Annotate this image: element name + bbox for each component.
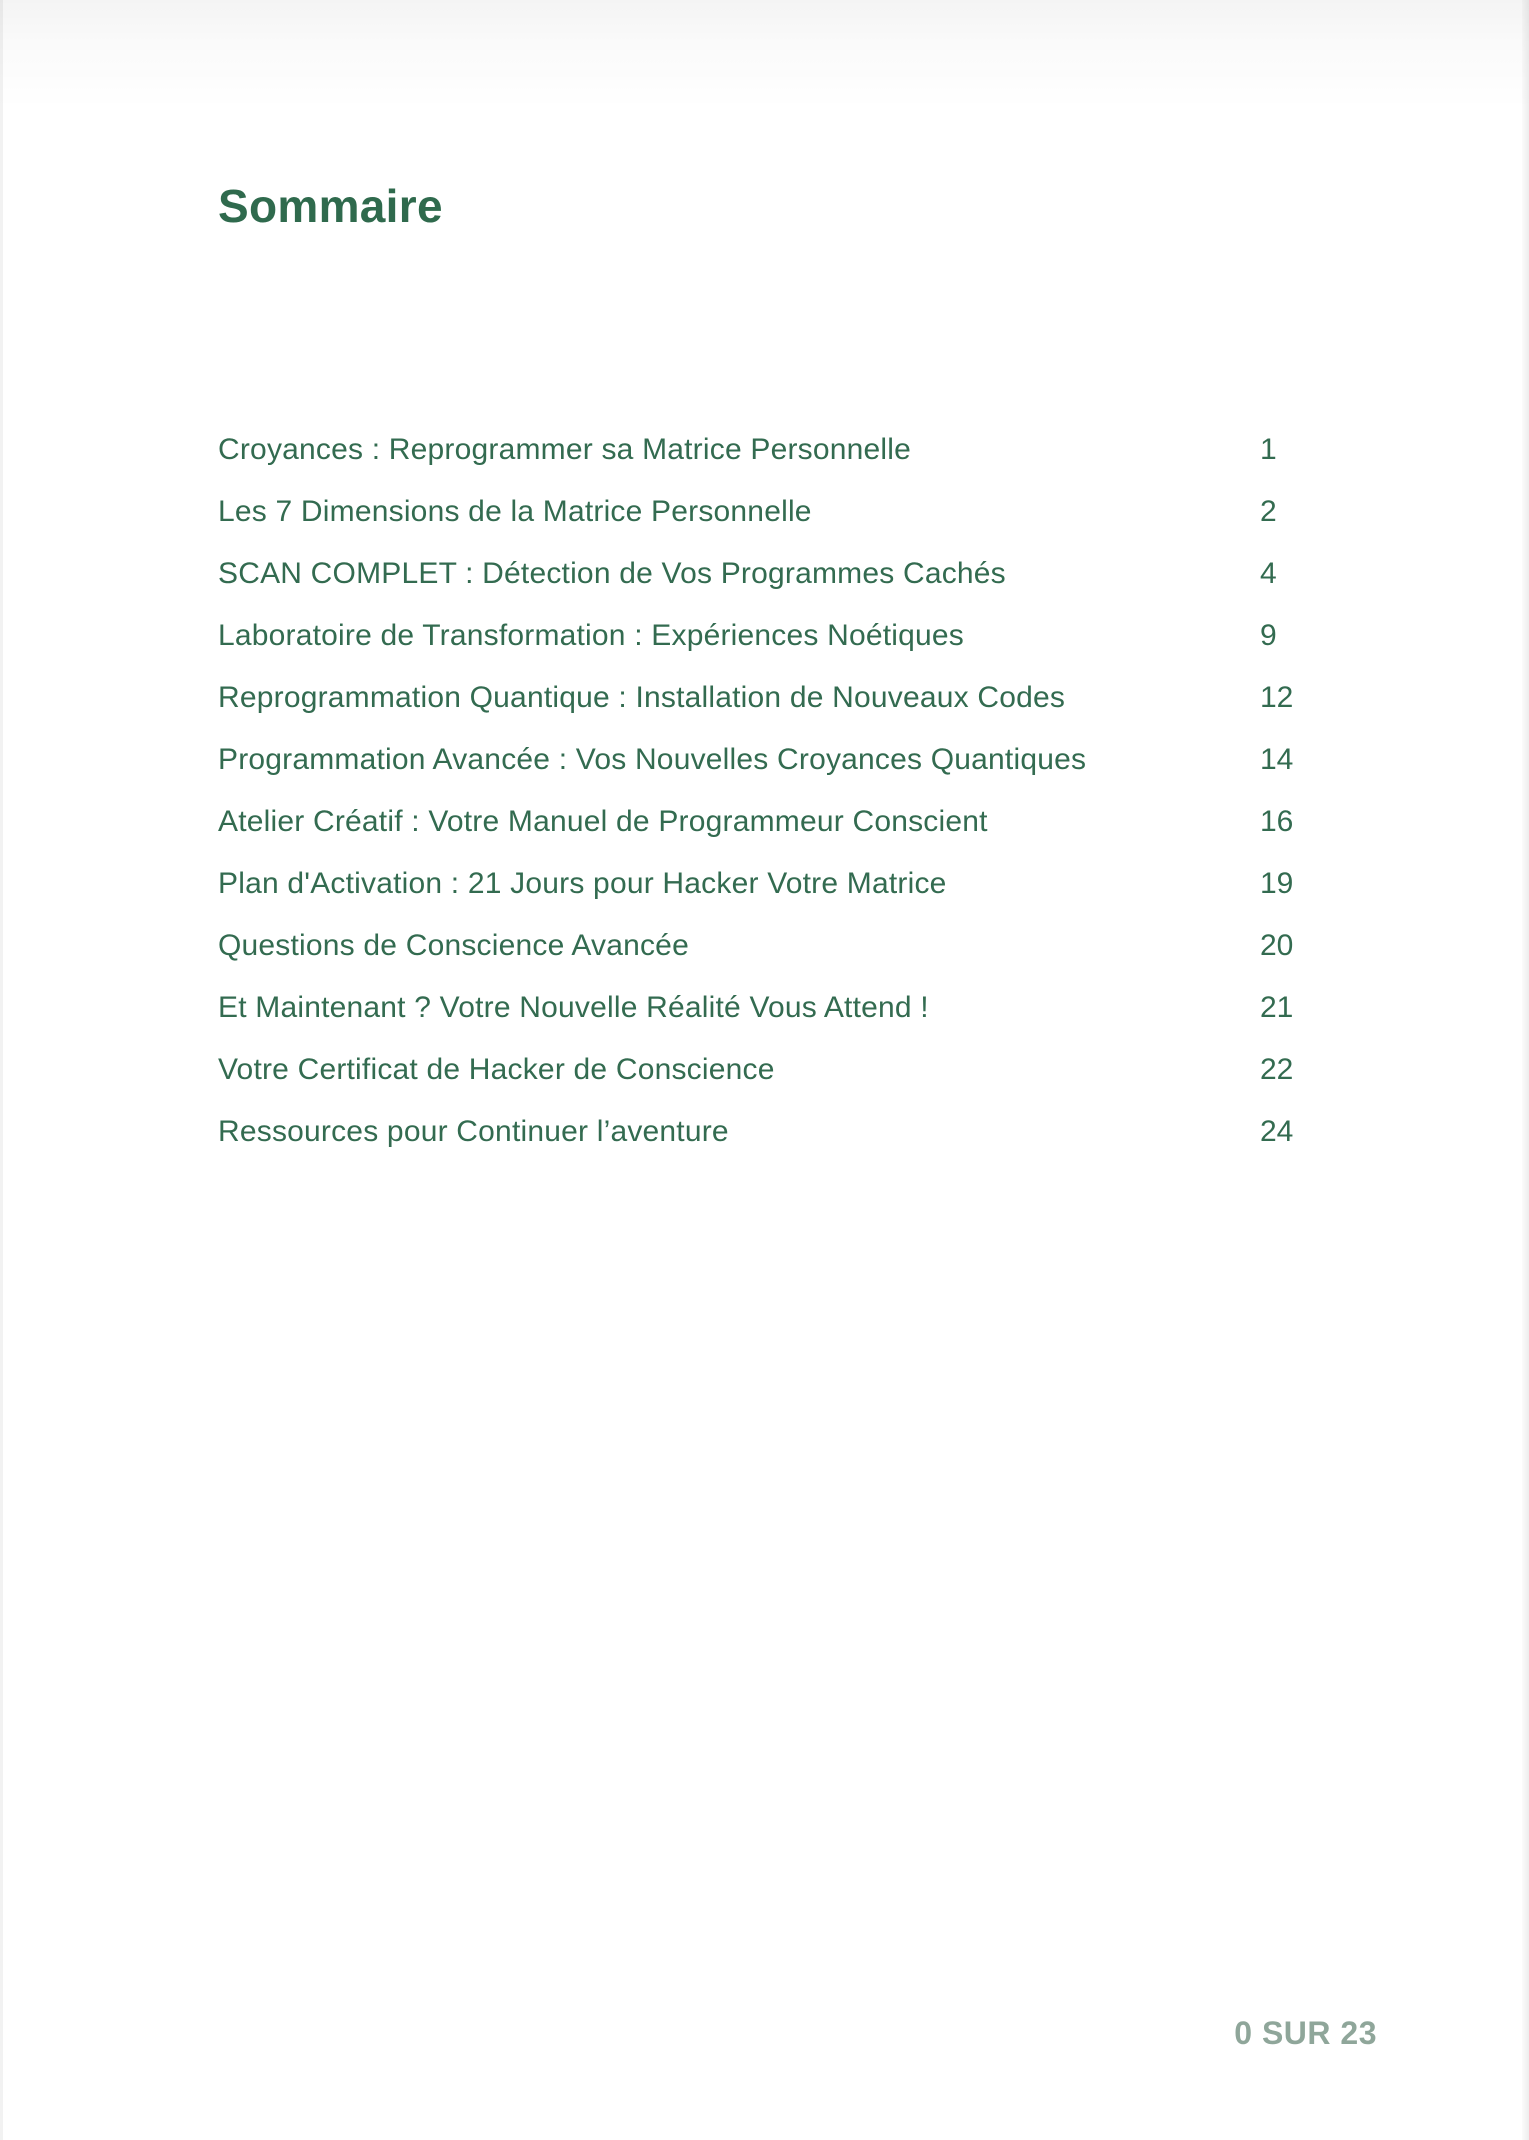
toc-entry[interactable] bbox=[218, 543, 1348, 605]
toc-entry-page: 12 bbox=[1260, 681, 1294, 714]
toc-entry-label: SCAN COMPLET : Détection de Vos Programmes Cachés bbox=[218, 557, 1006, 590]
toc-entry-page: 1 bbox=[1260, 433, 1277, 466]
toc-entry-label: Questions de Conscience Avancée bbox=[218, 929, 689, 962]
toc-entry-label: Programmation Avancée : Vos Nouvelles Croyances Quantiques bbox=[218, 743, 1087, 776]
toc-entry-label: Laboratoire de Transformation : Expériences Noétiques bbox=[218, 619, 965, 652]
page-title: Sommaire bbox=[218, 180, 443, 232]
toc-entry[interactable] bbox=[218, 915, 1348, 977]
toc-entry-page: 20 bbox=[1260, 929, 1294, 962]
toc-entry-page: 21 bbox=[1260, 991, 1294, 1024]
toc-entry-page: 22 bbox=[1260, 1053, 1294, 1086]
toc-entry[interactable] bbox=[218, 791, 1348, 853]
toc-entry[interactable] bbox=[218, 1039, 1348, 1101]
toc-entry-label: Croyances : Reprogrammer sa Matrice Personnelle bbox=[218, 433, 911, 466]
toc-entry[interactable] bbox=[218, 1101, 1348, 1163]
toc-entry[interactable] bbox=[218, 605, 1348, 667]
toc-entry-page: 16 bbox=[1260, 805, 1294, 838]
toc-entry-label: Reprogrammation Quantique : Installation de Nouveaux Codes bbox=[218, 681, 1066, 714]
toc-entry[interactable] bbox=[218, 977, 1348, 1039]
toc-entry-page: 4 bbox=[1260, 557, 1277, 590]
page-edge-right bbox=[1522, 0, 1529, 2140]
toc-entry-page: 9 bbox=[1260, 619, 1277, 652]
toc-entry[interactable] bbox=[218, 729, 1348, 791]
toc-entry[interactable] bbox=[218, 667, 1348, 729]
toc-entry-label: Plan d'Activation : 21 Jours pour Hacker Votre Matrice bbox=[218, 867, 947, 900]
toc-entry-label: Ressources pour Continuer l’aventure bbox=[218, 1115, 729, 1148]
page-counter: 0 SUR 23 bbox=[1234, 2015, 1377, 2051]
page-top-shadow bbox=[0, 0, 1529, 110]
toc-entry-label: Atelier Créatif : Votre Manuel de Programmeur Conscient bbox=[218, 805, 988, 838]
table-of-contents bbox=[218, 419, 1348, 1163]
toc-entry[interactable] bbox=[218, 419, 1348, 481]
toc-entry-label: Votre Certificat de Hacker de Conscience bbox=[218, 1053, 775, 1086]
toc-entry-page: 2 bbox=[1260, 495, 1277, 528]
toc-entry-page: 24 bbox=[1260, 1115, 1294, 1148]
toc-entry-page: 14 bbox=[1260, 743, 1294, 776]
toc-entry-label: Et Maintenant ? Votre Nouvelle Réalité Vous Attend ! bbox=[218, 991, 929, 1024]
toc-entry-page: 19 bbox=[1260, 867, 1294, 900]
toc-entry[interactable] bbox=[218, 481, 1348, 543]
toc-entry[interactable] bbox=[218, 853, 1348, 915]
page-edge-left bbox=[0, 0, 3, 2140]
toc-entry-label: Les 7 Dimensions de la Matrice Personnelle bbox=[218, 495, 812, 528]
